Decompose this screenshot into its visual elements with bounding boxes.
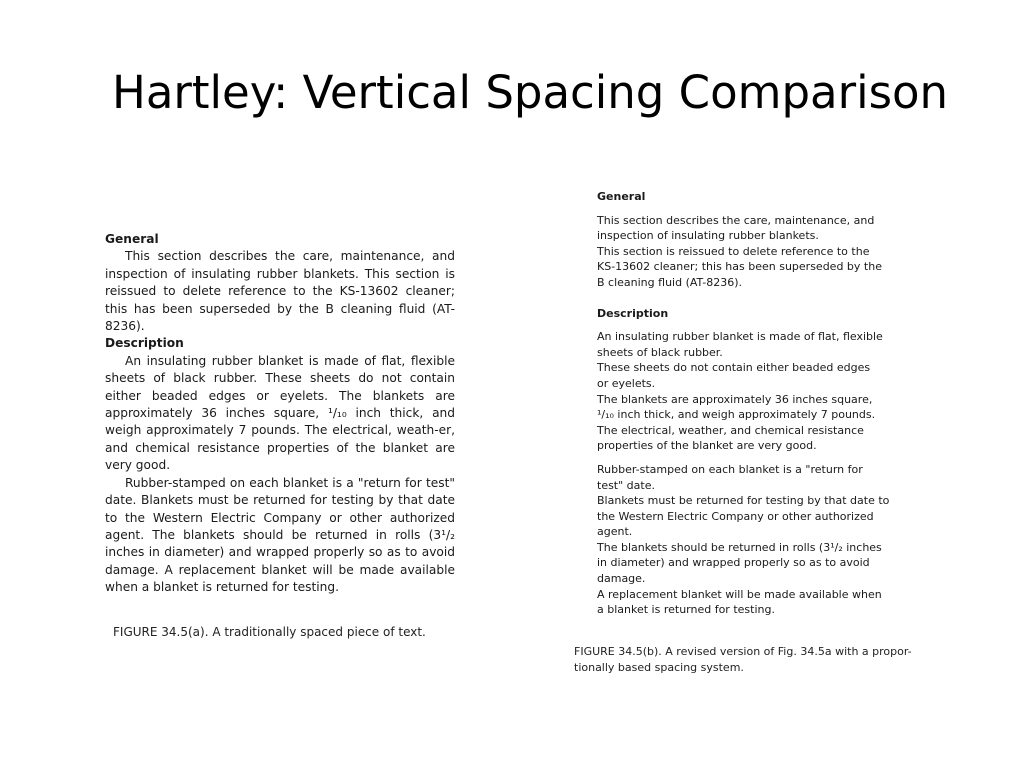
figure-b-line: The blankets are approximately 36 inches square, bbox=[597, 392, 873, 406]
figure-b-general-block bbox=[597, 213, 902, 291]
figure-b-general-heading: General bbox=[597, 190, 646, 203]
figure-b-description-heading: Description bbox=[597, 306, 669, 320]
figure-b-description-block bbox=[597, 329, 902, 454]
figure-b-line: the Western Electric Company or other authorized bbox=[597, 509, 874, 523]
figure-b-line: B cleaning fluid (AT-8236). bbox=[597, 275, 742, 289]
figure-b-line: a blanket is returned for testing. bbox=[597, 603, 775, 617]
figure-b-caption-line: tionally based spacing system. bbox=[574, 661, 744, 674]
figure-b-return-block bbox=[597, 462, 902, 618]
figure-b-line: An insulating rubber blanket is made of flat, flexible bbox=[597, 330, 883, 344]
figure-b-line: Rubber-stamped on each blanket is a "return for bbox=[597, 462, 863, 476]
figure-a-description-paragraph-1: An insulating rubber blanket is made of flat, flexible sheets of black rubber. These sheets do not contain either beaded edges or eyelets. The blankets are approximately 36 inches square, ¹/₁₀ inch thick, and weigh approximately 7 pounds. The electrical, weath-er, and chemical resistance properties of the blanket are very good. bbox=[105, 353, 455, 473]
slide-title: Hartley: Vertical Spacing Comparison bbox=[112, 66, 949, 119]
figure-a-description-paragraph-2: Rubber-stamped on each blanket is a "return for test" date. Blankets must be returned for testing by that date to the Western Electric Company or other authorized agent. The blankets should be returned in rolls (3¹/₂ inches in diameter) and wrapped properly so as to avoid damage. A replacement blanket will be made available when a blanket is returned for testing. bbox=[105, 475, 455, 595]
figure-b-line: properties of the blanket are very good. bbox=[597, 439, 817, 453]
figure-b-line: damage. bbox=[597, 572, 646, 586]
figure-a-description-heading: Description bbox=[105, 336, 184, 351]
figure-b-caption-line: FIGURE 34.5(b). A revised version of Fig. 34.5a with a propor- bbox=[574, 645, 912, 658]
figure-b-line: KS-13602 cleaner; this has been superseded by the bbox=[597, 260, 882, 274]
figure-b-line: agent. bbox=[597, 525, 633, 539]
figure-b-caption bbox=[574, 644, 934, 676]
figure-b-line: These sheets do not contain either beaded edges bbox=[597, 361, 871, 375]
figure-b-line: or eyelets. bbox=[597, 376, 656, 390]
figure-b-line: This section is reissued to delete reference to the bbox=[597, 244, 870, 258]
figure-b-line: test" date. bbox=[597, 478, 655, 492]
figure-a-caption: FIGURE 34.5(a). A traditionally spaced piece of text. bbox=[113, 625, 426, 639]
figure-a-text-block bbox=[105, 231, 455, 597]
figure-b-line: The electrical, weather, and chemical resistance bbox=[597, 423, 864, 437]
figure-b-line: The blankets should be returned in rolls (3¹/₂ inches bbox=[597, 540, 882, 554]
figure-b-line: sheets of black rubber. bbox=[597, 345, 723, 359]
figure-b-line: Blankets must be returned for testing by that date to bbox=[597, 494, 890, 508]
figure-b-line: in diameter) and wrapped properly so as to avoid bbox=[597, 556, 870, 570]
figure-b-line: inspection of insulating rubber blankets. bbox=[597, 229, 819, 243]
figure-b-line: A replacement blanket will be made available when bbox=[597, 587, 882, 601]
figure-b-text-block bbox=[597, 189, 902, 626]
figure-a-general-heading: General bbox=[105, 232, 159, 246]
figure-b-line: ¹/₁₀ inch thick, and weigh approximately 7 pounds. bbox=[597, 408, 876, 422]
figure-a-general-paragraph: This section describes the care, maintenance, and inspection of insulating rubber blankets. This section is reissued to delete reference to the KS-13602 cleaner; this has been superseded by the B cleaning fluid (AT-8236). bbox=[105, 249, 455, 334]
figure-b-line: This section describes the care, maintenance, and bbox=[597, 213, 875, 227]
